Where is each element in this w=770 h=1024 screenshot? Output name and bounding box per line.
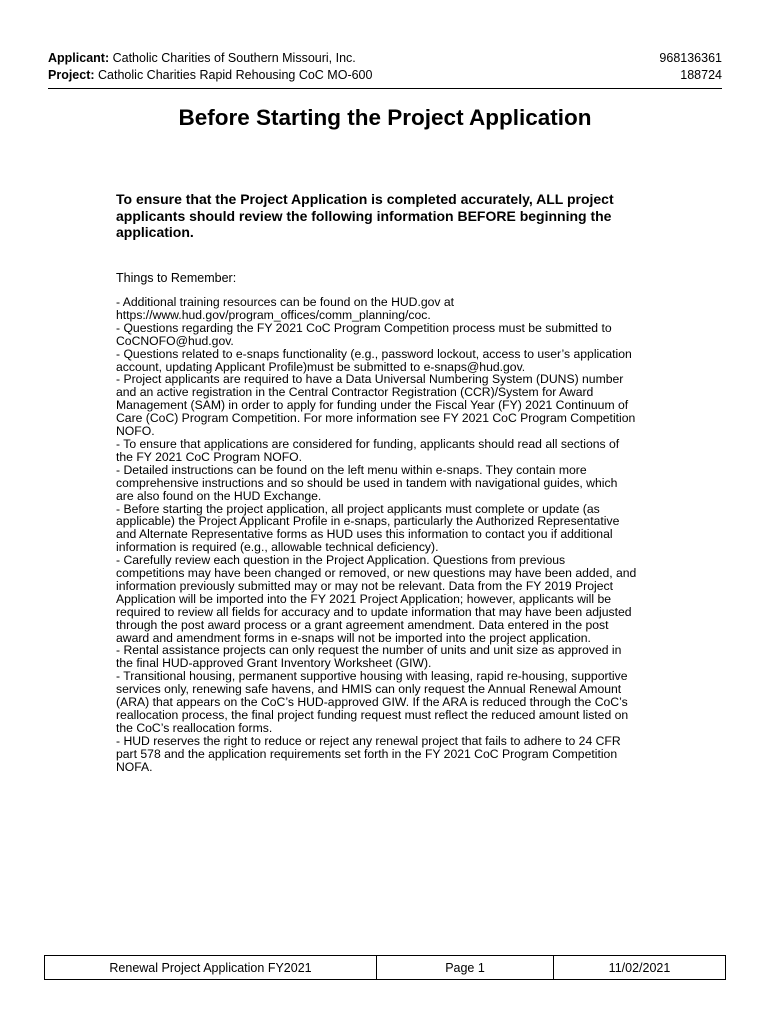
list-item: - Rental assistance projects can only request the number of units and unit size as approved in the final HUD-approved Grant Inventory Worksheet (GIW). <box>116 643 622 671</box>
header-divider <box>48 88 722 89</box>
project-row <box>48 67 722 84</box>
list-item: - Carefully review each question in the Project Application. Questions from previous competitions may have been changed or removed, or new questions may have been added, and information previously submitted may or may not be relevant. Data from the FY 2019 Project Application will be imported into the FY 2021 Project Application; however, applicants will be required to review all fields for accuracy and to update information that may have been adjusted through the post award process or a grant agreement amendment. Data entered in the post award and amendment forms in e-snaps will not be imported into the project application. <box>116 553 637 645</box>
intro-text: To ensure that the Project Application is completed accurately, ALL project applicants should review the following information BEFORE beginning the application. <box>116 191 614 241</box>
applicant-row <box>48 50 722 67</box>
list-item: - Before starting the project application, all project applicants must complete or update (as applicable) the Project Applicant Profile in e-snaps, particularly the Authorized Representative and Alternate Representative forms as HUD uses this information to contact you if additional information is required (e.g., allowable technical deficiency). <box>116 501 620 555</box>
reminder-list <box>116 296 646 774</box>
list-item: - Questions regarding the FY 2021 CoC Program Competition process must be submitted to CoCNOFO@hud.gov. <box>116 320 612 348</box>
page-header <box>48 50 722 84</box>
footer-date: 11/02/2021 <box>608 960 671 975</box>
list-item: - Project applicants are required to have a Data Universal Numbering System (DUNS) number and an active registration in the Central Contractor Registration (CCR)/System for Award Management (SAM) in order to apply for funding under the Fiscal Year (FY) 2021 Continuum of Care (CoC) Program Competition. For more information see FY 2021 CoC Program Competition NOFO. <box>116 372 636 439</box>
list-item: - Detailed instructions can be found on the left menu within e-snaps. They contain more comprehensive instructions and so should be used in tandem with navigational guides, which are also found on the HUD Exchange. <box>116 462 618 503</box>
project-info <box>48 67 372 84</box>
footer-page-number: Page 1 <box>377 956 554 979</box>
page-footer <box>44 955 726 980</box>
things-to-remember-label: Things to Remember: <box>116 271 237 285</box>
footer-form-name: Renewal Project Application FY2021 <box>45 956 377 979</box>
project-value: Catholic Charities Rapid Rehousing CoC MO-600 <box>98 68 373 82</box>
applicant-value: Catholic Charities of Southern Missouri, Inc. <box>112 51 356 65</box>
applicant-id: 968136361 <box>659 51 722 65</box>
list-item: - Questions related to e-snaps functionality (e.g., password lockout, access to user’s application account, updating Applicant Profile)must be submitted to e-snaps@hud.gov. <box>116 346 632 374</box>
list-item: - Additional training resources can be found on the HUD.gov at https://www.hud.gov/program_offices/comm_planning/coc. <box>116 295 455 322</box>
applicant-info <box>48 50 356 67</box>
list-item: - Transitional housing, permanent supportive housing with leasing, rapid re-housing, supportive services only, renewing safe havens, and HMIS can only request the Annual Renewal Amount (ARA) that appears on the CoC’s HUD-approved GIW. If the ARA is reduced through the CoC’s reallocation process, the final project funding request must reflect the reduced amount listed on the CoC’s reallocation forms. <box>116 669 629 735</box>
project-id: 188724 <box>680 68 722 82</box>
page-title: Before Starting the Project Application <box>178 105 592 130</box>
applicant-label: Applicant: <box>48 51 110 65</box>
list-item: - HUD reserves the right to reduce or reject any renewal project that fails to adhere to 24 CFR part 578 and the application requirements set forth in the FY 2021 CoC Program Competition NOFA. <box>116 733 621 774</box>
project-label: Project: <box>48 68 95 82</box>
list-item: - To ensure that applications are considered for funding, applicants should read all sections of the FY 2021 CoC Program NOFO. <box>116 436 620 464</box>
